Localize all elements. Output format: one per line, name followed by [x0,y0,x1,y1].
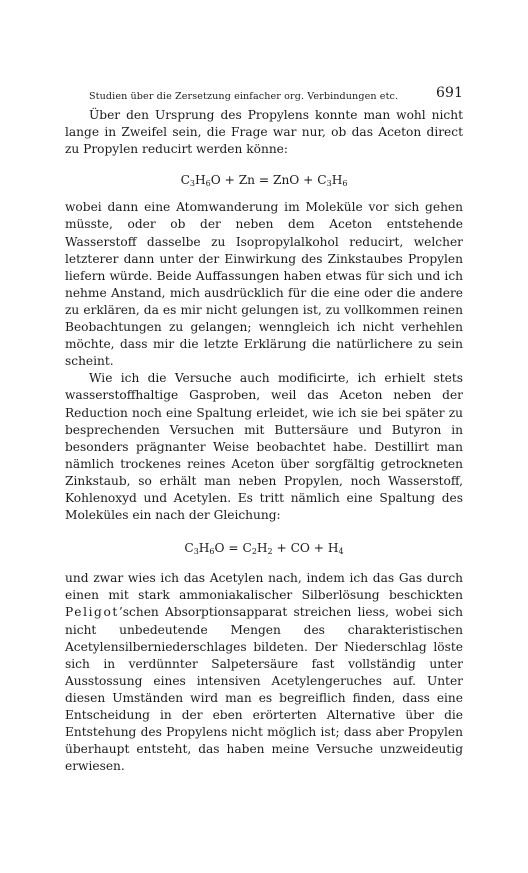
formula-aceton-splitting [65,540,463,557]
formula-subscript: 3 [189,179,195,189]
formula-symbol: O [210,173,221,188]
formula-subscript: 2 [267,547,273,557]
paragraph-3: Wie ich die Versuche auch modificirte, ich erhielt stets wasserstoffhaltige Gasproben, weil das Aceton neben der Reduction noch eine Spaltung erleidet, wie ich sie bei später zu besprechenden Versuchen mit Buttersäure und Butyron in besonders prägnanter Weise beobachtet habe. Destillirt man nämlich trockenes reines Aceton über sorgfältig getrockneten Zinkstaub, so erhält man neben Propylen, noch Wasserstoff, Kohlenoxyd und Acetylen. Es tritt nämlich eine Spaltung des Moleküles ein nach der Gleichung: [65,371,463,523]
author-name-peligot: Peligot [65,605,119,620]
formula-symbol: CO [290,541,310,556]
formula-symbol: O [214,541,225,556]
formula-subscript: 3 [193,547,199,557]
formula-symbol: C [317,173,327,188]
formula-subscript: 6 [205,179,211,189]
formula-subscript: 6 [342,179,348,189]
formula-subscript: 4 [338,547,344,557]
formula-operator: + [299,173,318,188]
formula-operator: = [255,173,273,188]
paragraph-1: Über den Ursprung des Propylens konnte man wohl nicht lange in Zweifel sein, die Frage war nur, ob das Aceton direct zu Propylen reducirt werden könne: [65,108,463,157]
paragraph-2: wobei dann eine Atomwanderung im Moleküle vor sich gehen müsste, oder ob der neben dem Aceton entstehende Wasserstoff dasselbe zu Isopropylalkohol reducirt, welcher letzterer dann unter der Einwirkung des Zinkstaubes Propylen liefern würde. Beide Auffassungen haben etwas für sich und ich nehme Anstand, mich ausdrücklich für die eine oder die andere zu erklären, da es mir nicht gelungen ist, zu vollkommen reinen Beobachtungen zu gelangen; wenngleich ich nicht verhehlen möchte, dass mir die letzte Erklärung die natürlichere zu sein scheint. [65,200,463,369]
formula-symbol: ZnO [272,173,300,188]
formula-symbol: H [256,541,268,556]
formula-operator: = [224,541,243,556]
page-number: 691 [435,85,463,101]
formula-symbol: H [194,173,206,188]
formula-operator: + [309,541,328,556]
formula-subscript: 3 [326,179,332,189]
body-text [65,107,463,775]
paragraph-4 [65,570,463,775]
paragraph-4-start: und zwar wies ich das Acetylen nach, indem ich das Gas durch einen mit stark ammoniakalischer Silberlösung beschickten [65,571,463,603]
formula-aceton-reduction [65,172,463,189]
formula-subscript: 2 [251,547,257,557]
formula-subscript: 6 [209,547,215,557]
formula-symbol: H [327,541,339,556]
formula-symbol: H [331,173,343,188]
running-title: Studien über die Zersetzung einfacher org. Verbindungen etc. [89,91,399,102]
formula-symbol: C [180,173,190,188]
formula-symbol: Zn [238,173,256,188]
formula-operator: + [272,541,291,556]
formula-symbol: H [198,541,210,556]
paragraph-4-rest: ’schen Absorptionsapparat streichen liess, wobei sich nicht unbedeutende Mengen des charakteristischen Acetylensilberniederschlages bildeten. Der Niederschlag löste sich in verdünnter Salpetersäure fast vollständig unter Ausstossung eines intensiven Acetylengeruches auf. Unter diesen Umständen wird man es begreiflich finden, dass eine Entscheidung in der eben erörterten Alternative über die Entstehung des Propylens nicht möglich ist; dass aber Propylen überhaupt entsteht, das haben meine Versuche unzweideutig erwiesen. [65,605,463,774]
formula-operator: + [220,173,239,188]
formula-symbol: C [184,541,194,556]
page-header [65,85,463,107]
formula-symbol: C [242,541,252,556]
